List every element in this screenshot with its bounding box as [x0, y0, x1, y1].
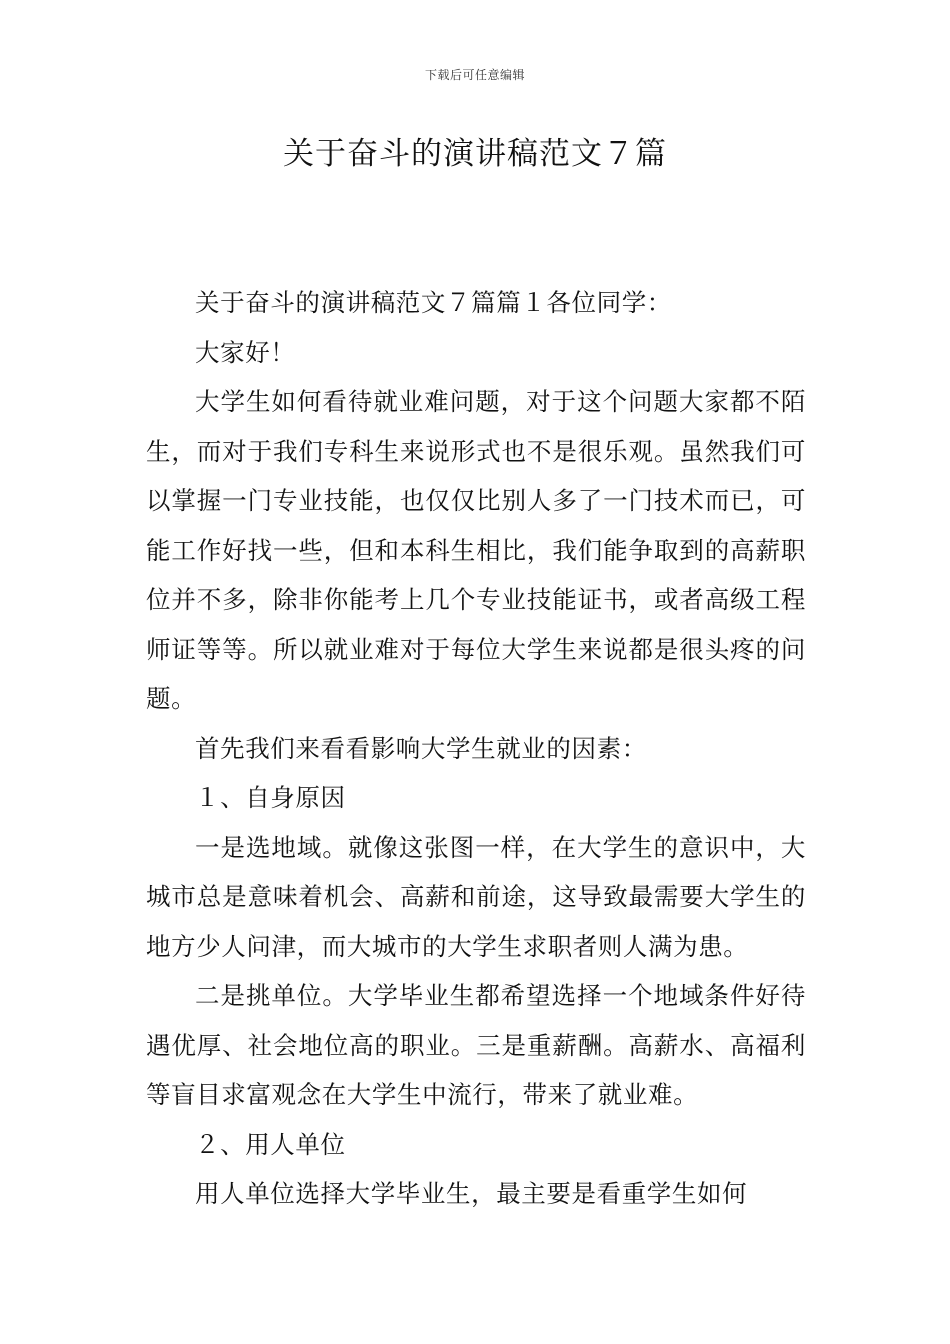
paragraph-employer-choice: 二是挑单位。大学毕业生都希望选择一个地域条件好待遇优厚、社会地位高的职业。三是重薪酬。高薪水、高福利等盲目求富观念在大学生中流行，带来了就业难。 [146, 981, 806, 1109]
document-body [146, 278, 806, 1219]
header-note: 下载后可任意编辑 [424, 68, 525, 82]
paragraph-factors: 首先我们来看看影响大学生就业的因素： [195, 733, 647, 763]
heading-employers: ２、用人单位 [195, 1129, 346, 1159]
paragraph-greeting: 关于奋斗的演讲稿范文７篇篇１各位同学： [195, 288, 672, 317]
paragraph-region: 一是选地域。就像这张图一样，在大学生的意识中，大城市总是意味着机会、高薪和前途，这导致最需要大学生的地方少人问津，而大城市的大学生求职者则人满为患。 [146, 832, 806, 961]
paragraph-hello: 大家好！ [195, 337, 296, 367]
paragraph-employer-selection: 用人单位选择大学毕业生，最主要是看重学生如何 [195, 1179, 748, 1208]
document-title: 关于奋斗的演讲稿范文７篇 [283, 136, 667, 172]
paragraph-intro: 大学生如何看待就业难问题，对于这个问题大家都不陌生，而对于我们专科生来说形式也不是很乐观。虽然我们可以掌握一门专业技能，也仅仅比别人多了一门技术而已，可能工作好找一些，但和本科生相比，我们能争取到的高薪职位并不多，除非你能考上几个专业技能证书，或者高级工程师证等等。所以就业难对于每位大学生来说都是很头疼的问题。 [146, 387, 806, 713]
heading-self-reasons: １、自身原因 [195, 783, 346, 812]
